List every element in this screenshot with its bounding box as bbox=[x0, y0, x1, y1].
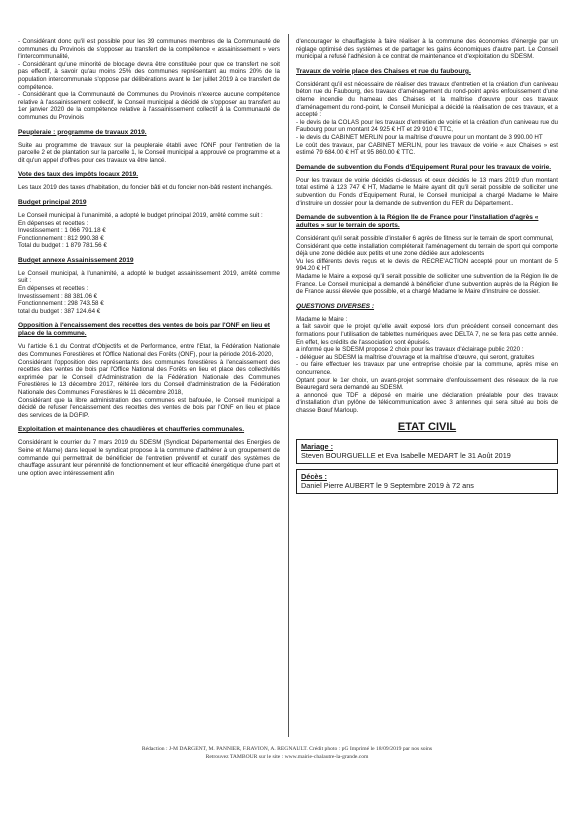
budget-annexe-paragraph: Le Conseil municipal, à l'unanimité, a adopté le budget assainissement 2019, arrêté comme suit : En dépenses et recettes : Investissement : 88 381.06 € Fonctionnement : 298 743.58 € total du budget : 387 124.64 € bbox=[18, 269, 280, 315]
chaudieres-paragraph: Considérant le courrier du 7 mars 2019 du SDESM (Syndicat Départemental des Energies de Seine et Marne) dans lequel le syndicat propose à la commune d'adhérer à un groupement de commande qui permettrait de bénéficier de l'entretien préventif et curatif des systèmes de chauffage assurant leur pérennité de fonctionnement et leur efficacité énergétique d'une part et une option avec intéressement afin bbox=[18, 439, 280, 477]
voirie-heading: Travaux de voirie place des Chaises et rue du faubourg. bbox=[296, 67, 471, 75]
questions-paragraph: Madame le Maire : a fait savoir que le projet qu'elle avait exposé lors d'un précédent conseil concernant des formations pour l'utilisation de tablettes numériques avec DELTA 7, ne se fera pas cette année. En effet, les crédits de l'association sont épuisés. a informé que le SDESM propose 2 choix pour les travaux d'éclairage public 2020 : - déléguer au SDESM la maîtrise d'ouvrage et la maîtrise d'œuvre, qui seront, gratuites - ou faire effectuer les travaux par une entreprise choisie par la commune, après mise en concurrence. Optant pour le 1er choix, un avant-projet sommaire d'enfouissement des réseaux de la rue Beauregard sera demandé au SDESM. a annoncé que TDF a déposé en mairie une déclaration préalable pour des travaux d'installation d'un pylône de télécommunication avec 3 antennes qui sera situé au bois de chasse Bœuf Marloup. bbox=[296, 315, 558, 414]
mariage-label: Mariage : bbox=[301, 441, 334, 451]
assainissement-paragraph: - Considérant donc qu'il est possible pour les 39 communes membres de la Communauté de communes du Provinois de s'opposer au transfert de la compétence « assainissement » vers l'intercommunalité, - Considérant qu'une minorité de blocage devra être constituée pour que ce transfert ne soit pas effectif, à savoir qu'au moins 25% des communes représentant au moins 20% de la population intercommunale s'oppose par délibérations avant le 1er juillet 2019 à ce transfert de compétence. - Considérant que la Communauté de Communes du Provinois n'exerce aucune compétence relative à l'assainissement collectif, le Conseil municipal a décidé de s'opposer au transfert au 1er janvier 2020 de la compétence relative à l'assainissement collectif à la Communauté de communes du Provinois bbox=[18, 38, 280, 121]
peupleraie-heading: Peupleraie : programme de travaux 2019. bbox=[18, 128, 147, 136]
page-footer bbox=[0, 745, 574, 761]
deces-text: Daniel Pierre AUBERT le 9 Septembre 2019 à 72 ans bbox=[301, 480, 474, 490]
budget-annexe-heading: Budget annexe Assainissement 2019 bbox=[18, 256, 134, 264]
deces-label: Décès : bbox=[301, 471, 327, 481]
mariage-text: Steven BOURGUELLE et Eva Isabelle MEDART le 31 Août 2019 bbox=[301, 450, 511, 460]
peupleraie-paragraph: Suite au programme de travaux sur la peupleraie établi avec l'ONF pour l'entretien de la parcelle 2 et de plantation sur la parcelle 1, le Conseil municipal a approuvé ce programme et a dit qu'un appel d'offres pour ces travaux va être lancé. bbox=[18, 141, 280, 164]
column-divider bbox=[288, 34, 289, 737]
deces-box bbox=[296, 469, 558, 494]
region-heading: Demande de subvention à la Région Ile de France pour l'installation d'agrès « adultes » sur le terrain de sports. bbox=[296, 214, 539, 230]
questions-heading: QUESTIONS DIVERSES : bbox=[296, 302, 375, 310]
fer-paragraph: Pour les travaux de voirie décidés ci-dessus et ceux décidés le 13 mars 2019 d'un montant total estimé à 123 747 € HT, Madame le Maire ayant dit qu'il serait possible de solliciter une subvention du Fonds d'Equipement Rural, le Conseil municipal a chargé Madame le Maire d'instruire un dossier pour la demande de subvention du FER du Département.. bbox=[296, 176, 558, 207]
left-column bbox=[18, 38, 280, 482]
footer-credits: Rédaction : J-M DARGENT, M. PANNIER, F.RAVION, A. REGNAULT. Crédit photo : pG Imprimé le 18/09/2019 par nos soins bbox=[141, 746, 433, 752]
onf-heading: Opposition à l'encaissement des recettes des ventes de bois par l'ONF en lieu et place de la commune. bbox=[18, 322, 270, 338]
sdesm-paragraph: d'encourager le chauffagiste à faire réaliser à la commune des économies d'énergie par un réglage optimisé des systèmes et de partager les gains économiques d'autre part. Le Conseil municipal a refusé l'adhésion à ce contrat de maintenance et d'exploitation du SDESM. bbox=[296, 38, 558, 61]
fer-heading: Demande de subvention du Fonds d'Equipement Rural pour les travaux de voirie. bbox=[296, 163, 552, 171]
footer-website: Retrouvez TAMBOUR sur le site : www.mairie-chalautre-la-grande.com bbox=[205, 754, 369, 760]
budget-paragraph: Le Conseil municipal à l'unanimité, a adopté le budget principal 2019, arrêté comme suit : En dépenses et recettes : Investissement : 1 066 791.18 € Fonctionnement : 812 990.38 € Total du budget : 1 879 781.56 € bbox=[18, 211, 263, 250]
onf-paragraph: Vu l'article 6.1 du Contrat d'Objectifs et de Performance, entre l'Etat, la Fédération Nationale des Communes Forestières et l'Office National des Forêts (ONF), pour la période 2016-2020, Considérant l'opposition des représentants des communes forestières à l'encaissement des recettes des ventes de bois par l'Office National des Forêts en lieu et place des collectivités exprimée par le Conseil d'Administration de la Fédération Nationale des Communes Forestières le 13 décembre 2017, réitérée lors du Conseil d'administration de la Fédération Nationale des Communes Forestières le 11 décembre 2018, Considérant que la libre administration des communes est bafouée, le Conseil municipal a décidé de refuser l'encaissement des recettes des ventes de bois par l'ONF en lieu et place des services de la DGFIP. bbox=[18, 343, 280, 419]
etat-civil-title: ETAT CIVIL bbox=[397, 420, 457, 433]
mariage-box bbox=[296, 439, 558, 464]
taux-paragraph: Les taux 2019 des taxes d'habitation, du foncier bâti et du foncier non-bâti restent inchangés. bbox=[18, 184, 273, 192]
right-column bbox=[296, 38, 558, 499]
voirie-paragraph: Considérant qu'il est nécessaire de réaliser des travaux d'entretien et la création d'un caniveau béton rue du Faubourg, des travaux d'aménagement du rond-point après enfouissement d'une citerne incendie du hameau des Chaises et la maîtrise d'œuvre pour ces travaux d'aménagement du rond-point, le Conseil Municipal a décidé la réalisation de ces travaux, et a accepté : - le devis de la COLAS pour les travaux d'entretien de voirie et la création d'un caniveau rue du Faubourg pour un montant 24 925 € HT et 29 910 € TTC, - le devis du CABINET MERLIN pour la maîtrise d'œuvre pour un montant de 3 990.00 HT Le coût des travaux, par CABINET MERLIN, pour les travaux de voirie « aux Chaises » est estimé 79 684.00 € HT et 95 860.00 € TTC. bbox=[296, 80, 558, 157]
budget-heading: Budget principal 2019 bbox=[18, 198, 87, 206]
region-paragraph: Considérant qu'il serait possible d'installer 6 agrès de fitness sur le terrain de sport communal, Considérant que cette installation compléterait l'aménagement du terrain de sport qui comporte déjà une zone dédiée aux petits et une zone dédiée aux adolescents Vu les différents devis reçus et le devis de RECRE'ACTION accepté pour un montant de 5 994.20 € HT Madame le Maire a exposé qu'il serait possible de solliciter une subvention de la Région Ile de France. Le Conseil municipal a demandé à bénéficier d'une subvention auprès de la Région Ile de France aussi élevée que possible, et a chargé Madame le Maire d'instruire ce dossier. bbox=[296, 235, 558, 296]
taux-heading: Vote des taux des impôts locaux 2019. bbox=[18, 171, 139, 179]
chaudieres-heading: Exploitation et maintenance des chaudières et chaufferies communales. bbox=[18, 426, 245, 434]
